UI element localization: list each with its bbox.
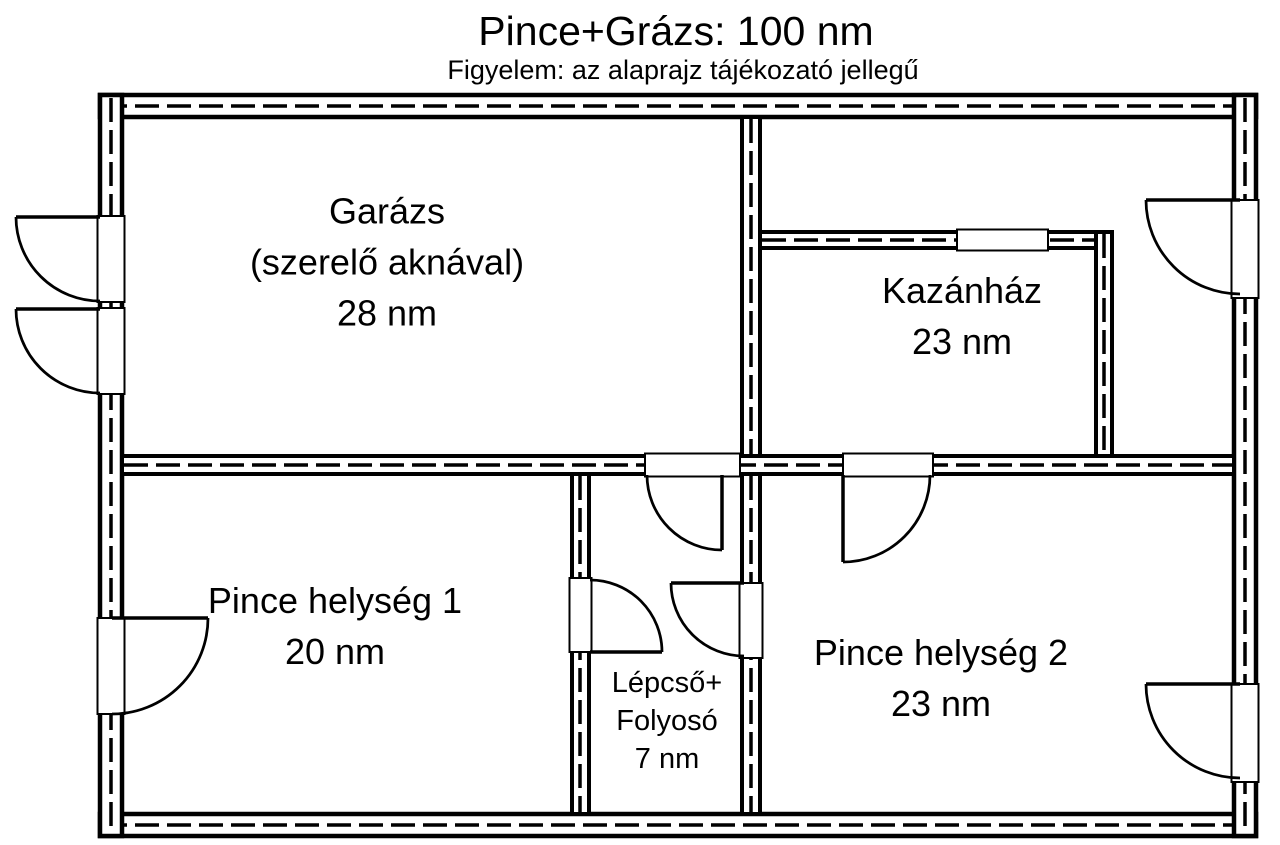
room-label-basement1 — [208, 575, 462, 677]
room-name: Lépcső+ — [611, 667, 723, 699]
outer-wall-bottom — [100, 814, 1256, 836]
room-note: (szerelő aknával) — [249, 241, 525, 283]
door-opening-right-bottom — [1232, 684, 1259, 782]
room-name: Pince helység 1 — [207, 580, 463, 621]
door-opening-corridor-right — [740, 583, 763, 658]
door-swing-arc — [16, 217, 100, 301]
door-basement2-top — [843, 475, 930, 562]
door-swing-arc — [16, 309, 100, 393]
outer-wall-top — [100, 95, 1256, 117]
door-swing-arc — [1146, 200, 1240, 294]
room-area: 23 nm — [890, 683, 992, 724]
door-opening-corridor-top — [645, 454, 740, 477]
door-garage-2 — [16, 309, 100, 393]
door-opening-basement1-left — [98, 618, 125, 714]
room-area: 20 nm — [284, 631, 386, 672]
door-swing-arc — [647, 475, 722, 550]
room-name: Garázs — [328, 190, 446, 232]
room-label-stairs-corridor — [612, 664, 722, 778]
door-swing-arc — [671, 583, 744, 656]
room-label-basement2 — [814, 627, 1068, 729]
door-right-top — [1146, 200, 1240, 294]
door-swing-arc — [112, 618, 208, 714]
room-name: Kazánház — [881, 270, 1043, 311]
door-right-bottom — [1146, 684, 1240, 778]
wall-opening-boiler-top — [957, 230, 1048, 251]
door-opening-right-top — [1232, 200, 1259, 298]
door-swing-arc — [843, 475, 930, 562]
room-area: 23 nm — [911, 321, 1013, 362]
door-swing-arc — [1146, 684, 1240, 778]
room-label-boiler — [882, 265, 1042, 367]
door-corridor-left — [590, 580, 662, 652]
outer-wall-left — [100, 95, 122, 836]
door-opening-garage-2 — [98, 308, 125, 394]
door-swing-arc — [590, 580, 662, 652]
room-label-garage — [250, 186, 524, 339]
door-garage-1 — [16, 217, 100, 301]
door-opening-corridor-left — [570, 578, 592, 652]
plan-title: Pince+Grázs: 100 nm — [478, 7, 874, 54]
door-corridor-top — [647, 475, 722, 550]
room-area: 28 nm — [336, 292, 438, 334]
room-name: Pince helység 2 — [813, 632, 1069, 673]
plan-subtitle: Figyelem: az alaprajz tájékozató jellegű — [447, 55, 919, 86]
door-basement1-left — [112, 618, 208, 714]
room-name-2: Folyosó — [616, 705, 718, 737]
interior-wall-boiler-right — [1096, 232, 1112, 456]
door-corridor-right — [671, 583, 744, 656]
room-area: 7 nm — [634, 743, 700, 775]
interior-wall-center-vertical — [742, 117, 760, 456]
door-opening-basement2-top — [843, 454, 933, 477]
door-opening-garage-1 — [98, 216, 125, 302]
